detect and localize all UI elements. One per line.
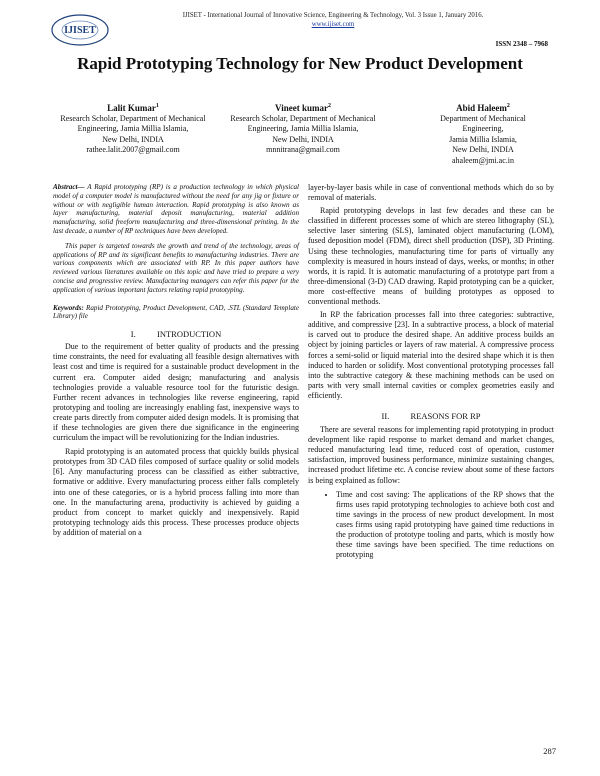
body-paragraph: layer-by-layer basis while in case of conventional methods which do so by removal of materials.	[308, 183, 554, 203]
author-email: rathee.lalit.2007@gmail.com	[86, 145, 180, 154]
body-paragraph: In RP the fabrication processes fall into three categories: subtractive, additive, and compressive [23]. In a subtractive process, a block of material is carved out to produce the desired shape. An additive process builds an object by joining particles or layers of raw material. A compressive process forces a semi-solid or liquid material into the desired shape which it is then induced to harden or solidify. Most conventional prototyping processes fall into the subtractive category & these machining methods can be used on parts with very small internal cavities or complex geometries easily and efficiently.	[308, 310, 554, 400]
intro-paragraph: Rapid prototyping is an automated process that quickly builds physical prototypes from 3D CAD files composed of surface quality or solid models [6]. Any manufacturing process can be classified as either subtractive, formative or additive. Every manufacturing process either falls completely into one of these categories, or is a hybrid process falling into more than one. In the manufacturing arena, productivity is achieved by guiding a product from concept to market quickly and inexpensively. Rapid prototyping technology aids this process. These processes produce objects by addition of material on a	[53, 447, 299, 537]
reasons-list	[308, 490, 554, 561]
author-affiliation: Research Scholar, Department of Mechanical	[230, 113, 376, 123]
section-heading-reasons: II. REASONS FOR RP	[381, 410, 481, 421]
author-name: Lalit Kumar$^1$	[107, 103, 159, 113]
keywords: Keywords: Rapid Prototyping, Product Development, CAD, .STL (Standard Template Library) file	[53, 303, 299, 321]
abstract-paragraph: This paper is targeted towards the growth and trend of the technology, areas of applications of RP and its significant benefits to manufacturing industries. There are various components which are associated with RP. In this paper authors have reviewed various literatures available on this topic and have tried to prepare a very concise and progressive review. Manufacturing managers can refer this paper for the application of various important factors relating rapid prototyping.	[53, 241, 299, 294]
author-affiliation: Engineering,	[462, 124, 504, 133]
body-paragraph: Rapid prototyping develops in last few decades and these can be classified in different processes some of which are stereo lithography (SL), selective laser sintering (SLS), laminated object manufacturing (LOM), fused deposition model (FDM), direct shell production (DSP), 3D Printing. Using these technologies, manufacturing time for parts of virtually any complexity is measured in hours instead of days, weeks, or months; in other words, it is rapid. It is automatic manufacturing of a prototype part from a three-dimensional (3-D) CAD drawing. Rapid prototyping can be a quicker, more cost-effective means of building prototypes as opposed to conventional methods.	[308, 206, 554, 307]
author-email: ahaleem@jmi.ac.in	[451, 155, 514, 165]
svg-text:IJISET: IJISET	[64, 25, 96, 36]
journal-citation: IJISET - International Journal of Innovative Science, Engineering & Technology, Vol. 3 Issue 1, January 2016.	[182, 12, 484, 19]
author-affiliation: New Delhi, INDIA	[272, 134, 334, 144]
author-affiliation: Jamia Millia Islamia,	[449, 134, 517, 144]
author-block-3	[408, 101, 558, 166]
author-affiliation: Engineering, Jamia Millia Islamia,	[247, 124, 359, 133]
body-paragraph: There are several reasons for implementing rapid prototyping in product development like rapid response to market demand and market changes, reduced manufacturing lead time, reduced cost of operation, customer satisfaction, improved business performance, minimize sustaining changes, increased product lifetime etc. A concise review about some of these factors is being explained as follow:	[308, 425, 554, 485]
list-item: • Time and cost saving: The applications of the RP shows that the firms uses rapid prototyping technologies to achieve both cost and time savings in the process of new product development. In most cases firms using rapid prototyping have gained time reductions in the production of prototype tooling and parts, which is mostly how these time savings have been specified. The time reductions on prototyping	[336, 490, 554, 561]
section-heading-introduction: I. INTRODUCTION	[130, 329, 222, 340]
author-email: mnnitrana@gmail.com	[266, 145, 340, 154]
intro-paragraph: Due to the requirement of better quality of products and the pressing time constraints, the need for evaluating all feasible design alternatives with least cost and time is required for a sustainable product development in the current era. Computer aided design; manufacturing and analysis technologies provide a valuable resource tool for the futuristic design. Further recent advances in technologies like reverse engineering, rapid prototyping and tooling are increasingly enabling fast, inexpensive ways to create parts directly from computer aided design models. It is promising that if these technologies are given there due significance in the engineering curriculum the impact will be revolutionizing for the Indian industries.	[53, 342, 299, 443]
issn: ISSN 2348 – 7968	[495, 40, 548, 48]
journal-url-link[interactable]: www.ijiset.com	[311, 21, 355, 28]
author-name: Vineet kumar$^2$	[275, 103, 331, 113]
left-column	[53, 183, 299, 538]
author-block-1	[58, 101, 208, 156]
author-name: Abid Haleem$^2$	[456, 103, 510, 113]
page-number: 287	[543, 746, 556, 756]
journal-logo	[50, 10, 110, 48]
author-affiliation: Engineering, Jamia Millia Islamia,	[77, 124, 189, 133]
author-block-2	[228, 101, 378, 156]
author-affiliation: New Delhi, INDIA	[102, 134, 164, 144]
author-affiliation: Department of Mechanical	[440, 113, 526, 123]
paper-title: Rapid Prototyping Technology for New Product Development	[77, 54, 523, 73]
author-affiliation: Research Scholar, Department of Mechanical	[60, 113, 206, 123]
author-affiliation: New Delhi, INDIA	[452, 145, 514, 154]
abstract: Abstract— A Rapid prototyping (RP) is a production technology in which physical model of a computer model is manufactured without the need for any jig or fixture or without or with negligible human interaction. Rapid prototyping is also known as layer manufacturing, material deposit manufacturing, material addition manufacturing, solid freeform manufacturing and three-dimensional printing. In the last decade, a number of RP techniques have been developed.	[53, 183, 299, 235]
right-column	[308, 183, 554, 560]
